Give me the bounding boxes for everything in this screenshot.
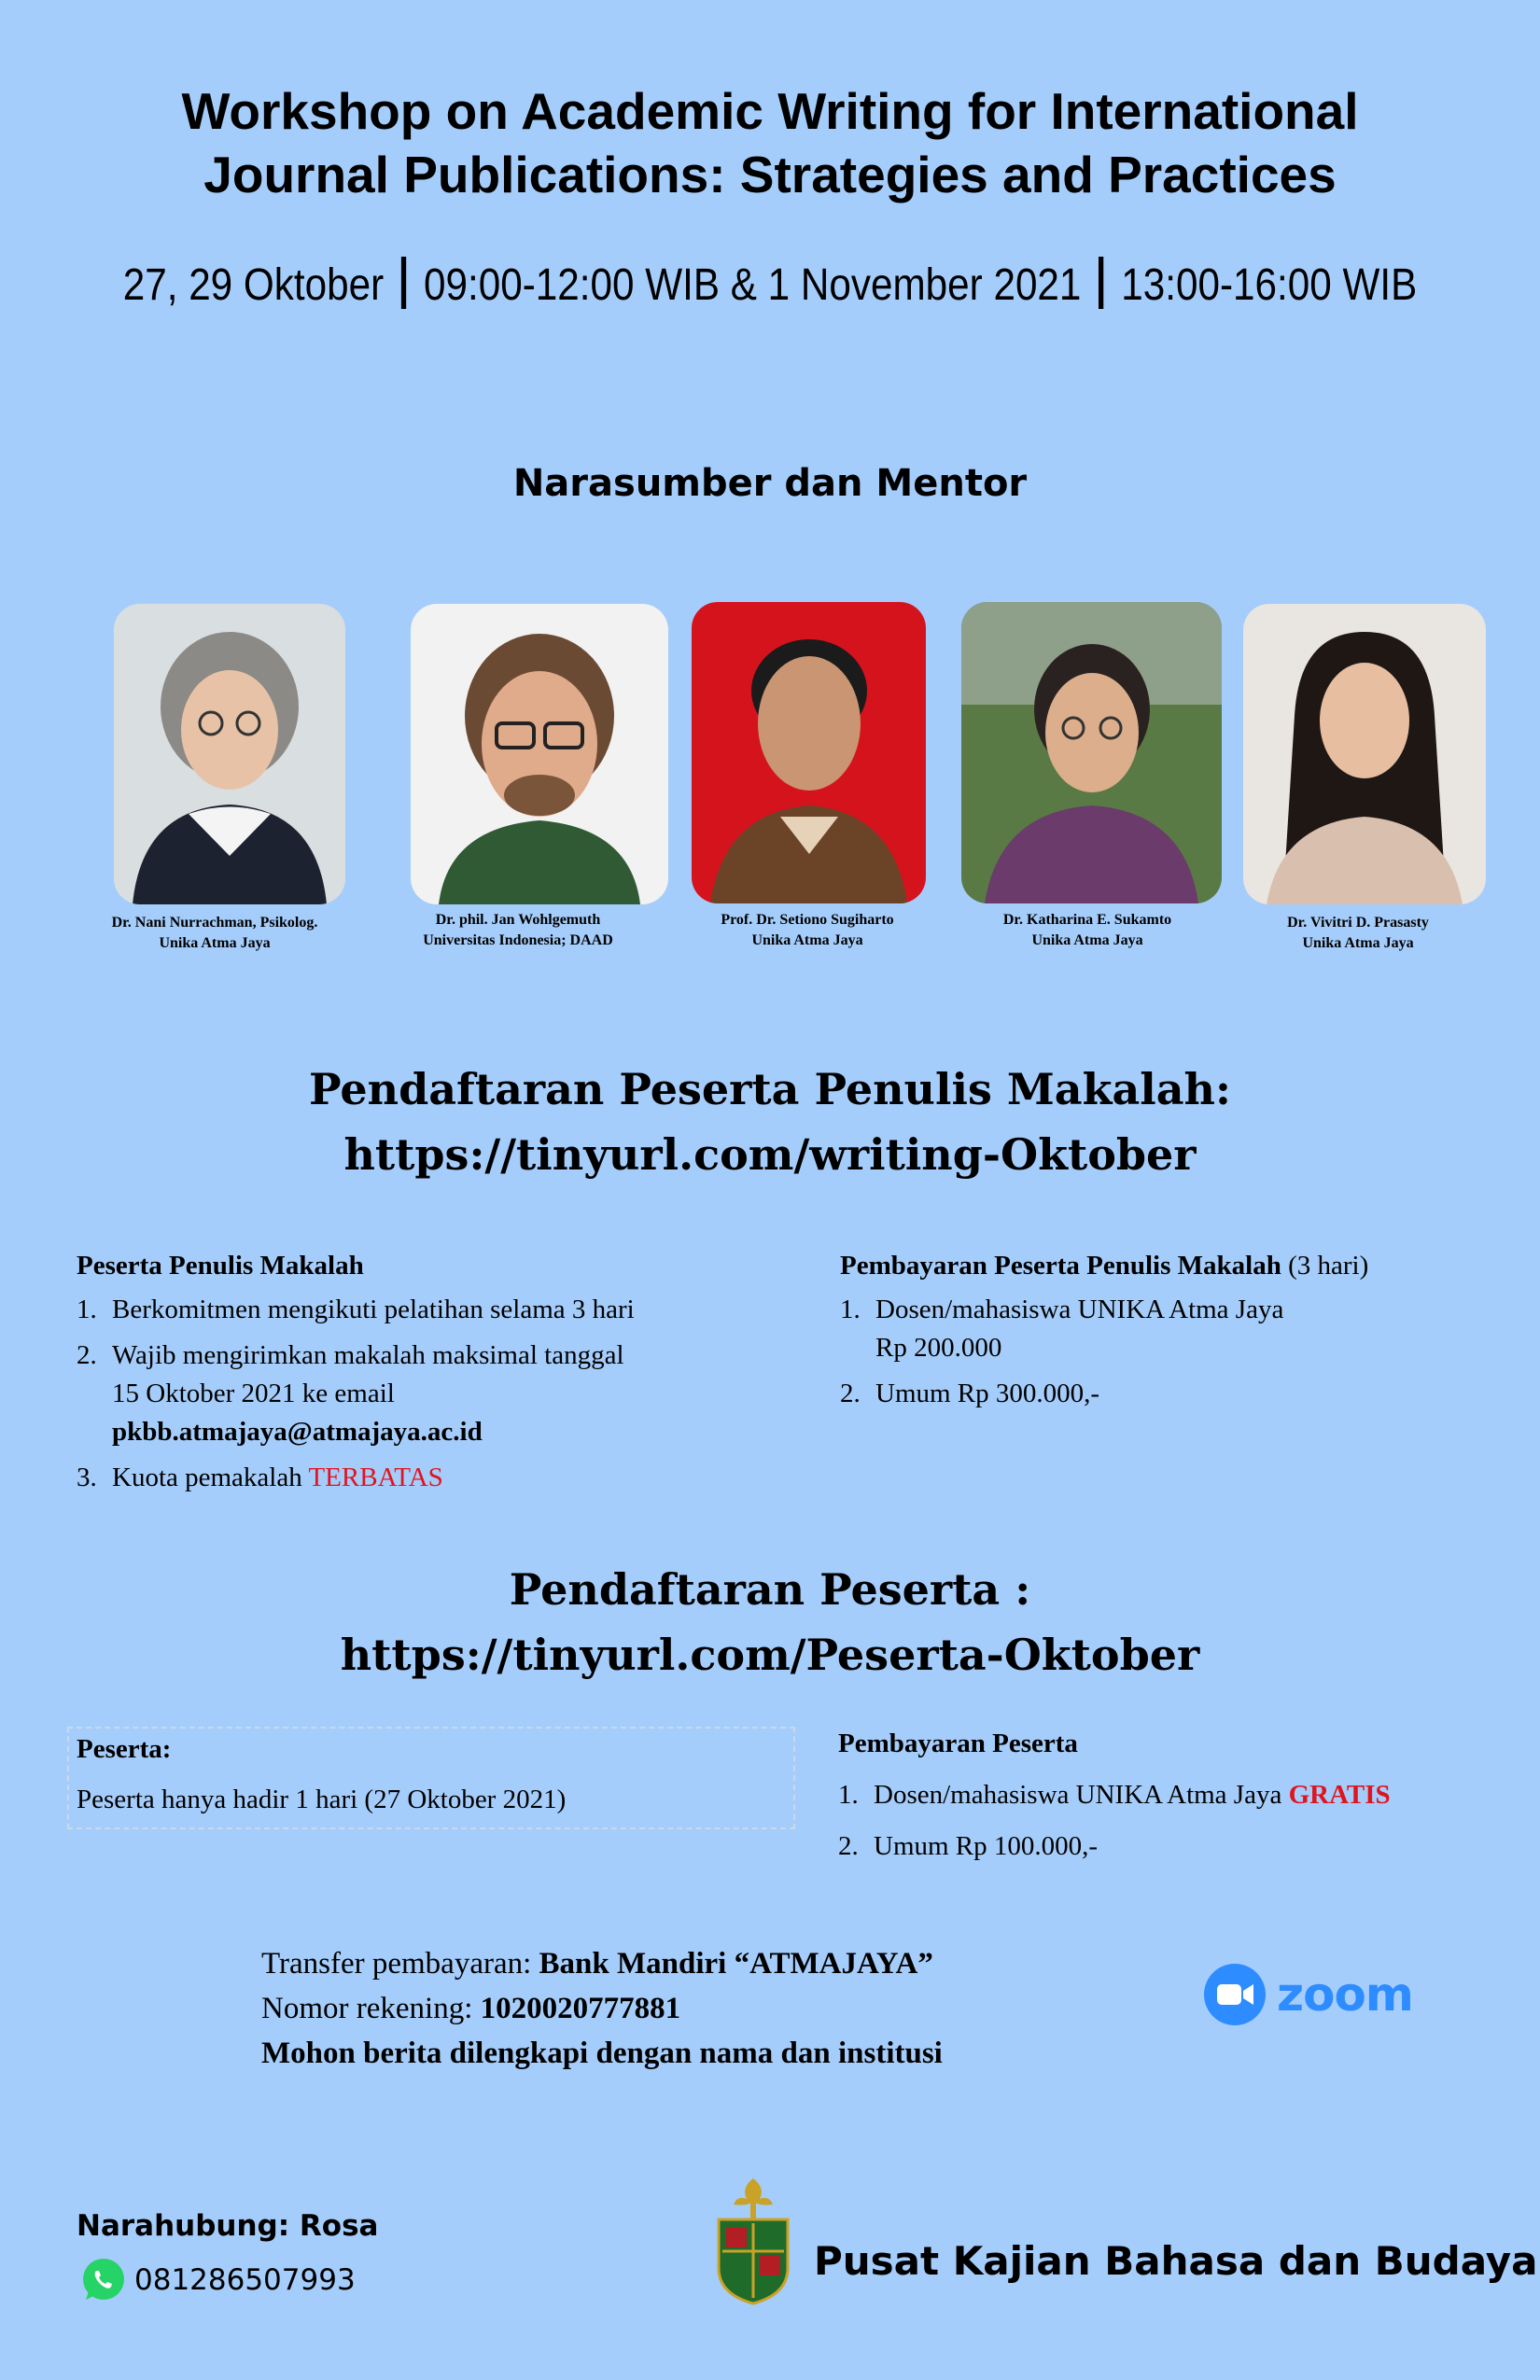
- transfer-line3: [261, 2031, 1195, 2076]
- list-item: [77, 1459, 786, 1497]
- event-title: [0, 79, 1540, 206]
- speaker-name: Dr. Vivitri D. Prasasty: [1287, 915, 1429, 931]
- speakers-heading: Narasumber dan Mentor: [512, 462, 1028, 505]
- list-item: [77, 1337, 786, 1451]
- list-text: [112, 1459, 443, 1497]
- speaker-photo-3: [692, 602, 926, 903]
- list-number: 2.: [840, 1379, 861, 1408]
- free-highlight: GRATIS: [1288, 1780, 1391, 1810]
- writer-registration: [0, 1057, 1540, 1187]
- writer-payment-duration: (3 hari): [1281, 1251, 1369, 1281]
- list-text: [112, 1337, 624, 1451]
- participant-payment-list: [838, 1776, 1491, 1866]
- divider: [401, 257, 406, 309]
- writer-payment: [840, 1251, 1493, 1413]
- portrait-illustration: [961, 602, 1222, 903]
- list-number: 3.: [77, 1463, 97, 1492]
- divider: [1099, 257, 1103, 309]
- portrait-illustration: [411, 604, 668, 904]
- writer-info: [77, 1251, 786, 1497]
- contact-label: Narahubung: Rosa: [77, 2209, 379, 2243]
- speaker-affiliation: Unika Atma Jaya: [159, 935, 271, 951]
- writer-info-list: [77, 1291, 786, 1497]
- dates-part3: 13:00-16:00 WIB: [1121, 260, 1418, 310]
- speaker-caption-2: [373, 910, 663, 951]
- list-number: 2.: [77, 1340, 97, 1370]
- email-link[interactable]: pkbb.atmajaya@atmajaya.ac.id: [112, 1417, 483, 1447]
- speaker-caption-4: [952, 910, 1223, 951]
- participant-registration-heading: Pendaftaran Peserta :: [509, 1564, 1031, 1615]
- atma-jaya-crest: [711, 2175, 795, 2310]
- dates-part2: 09:00-12:00 WIB & 1 November 2021: [424, 260, 1082, 310]
- speaker-caption-3: [672, 910, 943, 951]
- speaker-name: Dr. Nani Nurrachman, Psikolog.: [111, 915, 318, 931]
- list-text-line: 15 Oktober 2021 ke email: [112, 1379, 395, 1408]
- writer-registration-link[interactable]: https://tinyurl.com/writing-Oktober: [343, 1129, 1197, 1180]
- participant-info-text: Peserta hanya hadir 1 hari (27 Oktober 2021): [77, 1785, 567, 1814]
- speaker-caption-5: [1232, 913, 1484, 954]
- list-item: [77, 1291, 786, 1329]
- list-item: [838, 1776, 1491, 1814]
- list-item: [840, 1291, 1493, 1367]
- speaker-photo-4: [961, 602, 1222, 903]
- contact-phone[interactable]: 081286507993: [134, 2263, 356, 2297]
- speaker-name: Dr. phil. Jan Wohlgemuth: [435, 912, 601, 928]
- event-title-line1: Workshop on Academic Writing for International: [181, 82, 1359, 140]
- transfer-note: Mohon berita dilengkapi dengan nama dan institusi: [261, 2037, 943, 2070]
- speaker-affiliation: Unika Atma Jaya: [1302, 935, 1414, 951]
- transfer-info: [261, 1941, 1195, 2076]
- transfer-line2: [261, 1986, 1195, 2031]
- speaker-affiliation: Unika Atma Jaya: [1031, 932, 1143, 948]
- speaker-affiliation: Unika Atma Jaya: [751, 932, 863, 948]
- list-number: 1.: [838, 1780, 859, 1810]
- writer-registration-heading: Pendaftaran Peserta Penulis Makalah:: [309, 1064, 1231, 1114]
- portrait-illustration: [114, 604, 345, 904]
- speaker-name: Dr. Katharina E. Sukamto: [1002, 912, 1172, 928]
- list-item: [840, 1375, 1493, 1413]
- zoom-label: zoom: [1277, 1967, 1413, 2022]
- university-crest-icon: [711, 2175, 795, 2305]
- participant-info-title: Peserta:: [77, 1734, 172, 1764]
- bank-name: Bank Mandiri “ATMAJAYA”: [539, 1947, 933, 1981]
- list-number: 1.: [77, 1295, 97, 1324]
- quota-highlight: TERBATAS: [308, 1463, 443, 1492]
- list-text-line: Wajib mengirimkan makalah maksimal tanggal: [112, 1340, 624, 1370]
- list-text: Umum Rp 300.000,-: [875, 1379, 1100, 1408]
- whatsapp-icon: [80, 2257, 127, 2303]
- speaker-caption-1: [65, 913, 364, 954]
- zoom-camera-icon: [1202, 1962, 1267, 2027]
- list-text: Umum Rp 100.000,-: [874, 1831, 1099, 1861]
- speaker-photo-5: [1243, 604, 1486, 904]
- list-text: [874, 1776, 1391, 1814]
- transfer-label: Transfer pembayaran:: [261, 1947, 539, 1981]
- list-text-line: Rp 200.000: [875, 1333, 1002, 1363]
- list-number: 2.: [838, 1831, 859, 1861]
- list-text-plain: Dosen/mahasiswa UNIKA Atma Jaya: [874, 1780, 1289, 1810]
- zoom-logo: [1202, 1962, 1413, 2027]
- writer-payment-list: [840, 1291, 1493, 1413]
- writer-info-title: Peserta Penulis Makalah: [77, 1251, 364, 1281]
- writer-payment-title: Pembayaran Peserta Penulis Makalah: [840, 1251, 1281, 1281]
- list-item: [838, 1827, 1491, 1866]
- list-text: Berkomitmen mengikuti pelatihan selama 3 hari: [112, 1295, 635, 1324]
- participant-registration-link[interactable]: https://tinyurl.com/Peserta-Oktober: [340, 1630, 1200, 1680]
- participant-payment-title: Pembayaran Peserta: [838, 1729, 1078, 1758]
- account-number: 1020020777881: [480, 1992, 681, 2025]
- transfer-line1: [261, 1941, 1195, 1986]
- speaker-name: Prof. Dr. Setiono Sugiharto: [721, 912, 894, 928]
- list-number: 1.: [840, 1295, 861, 1324]
- event-title-line2: Journal Publications: Strategies and Practices: [203, 146, 1337, 203]
- account-label: Nomor rekening:: [261, 1992, 481, 2025]
- participant-info-box: [67, 1727, 795, 1829]
- participant-payment: [838, 1729, 1491, 1866]
- list-text-plain: Kuota pemakalah: [112, 1463, 309, 1492]
- writer-payment-title-row: [840, 1251, 1493, 1281]
- organizer-name: Pusat Kajian Bahasa dan Budaya: [814, 2238, 1538, 2284]
- contact-phone-row: [80, 2257, 356, 2303]
- list-text: [875, 1291, 1283, 1367]
- portrait-illustration: [692, 602, 926, 903]
- portrait-illustration: [1243, 604, 1486, 904]
- event-dates: [92, 257, 1448, 311]
- speaker-photo-2: [411, 604, 668, 904]
- list-text-line: Dosen/mahasiswa UNIKA Atma Jaya: [875, 1295, 1284, 1324]
- dates-part1: 27, 29 Oktober: [122, 260, 385, 310]
- speaker-photo-1: [114, 604, 345, 904]
- speaker-affiliation: Universitas Indonesia; DAAD: [423, 932, 613, 948]
- participant-registration: [0, 1557, 1540, 1687]
